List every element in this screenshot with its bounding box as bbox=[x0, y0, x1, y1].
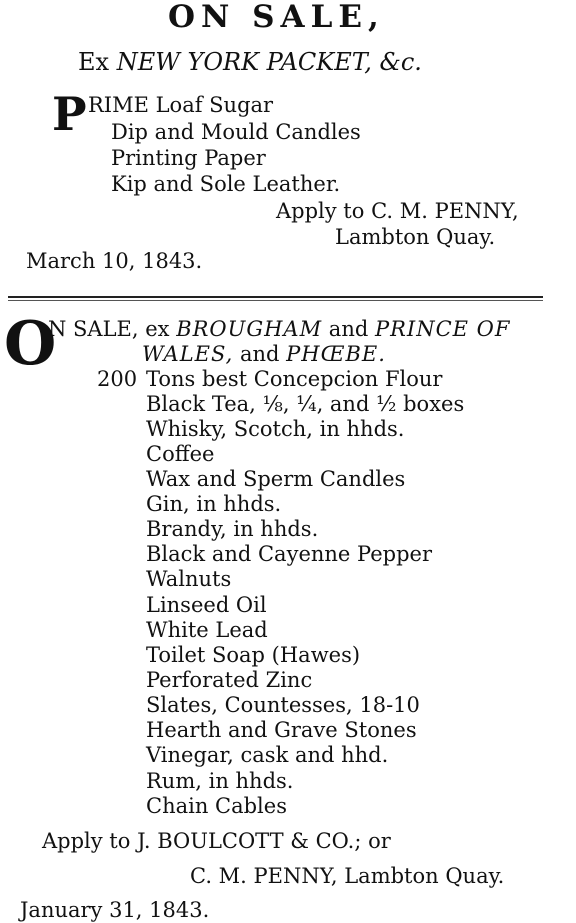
ad-date: March 10, 1843. bbox=[26, 249, 203, 273]
list-item: Coffee bbox=[146, 442, 215, 466]
conjunction: and bbox=[328, 317, 369, 341]
quantity: 200 bbox=[97, 367, 138, 391]
list-item: Kip and Sole Leather. bbox=[111, 172, 341, 196]
list-item: Tons best Concepcion Flour bbox=[146, 367, 443, 391]
ship-name: NEW YORK PACKET, bbox=[116, 48, 372, 76]
ad-subtitle bbox=[78, 48, 422, 76]
intro-line bbox=[48, 317, 510, 342]
list-item: White Lead bbox=[146, 618, 268, 642]
list-item: Black and Cayenne Pepper bbox=[146, 542, 432, 566]
apply-line: Apply to J. BOULCOTT & CO.; or bbox=[42, 829, 391, 853]
divider-rule bbox=[8, 296, 543, 301]
subtitle-suffix: &c. bbox=[371, 48, 422, 76]
intro-line-2 bbox=[142, 342, 386, 367]
list-item: Chain Cables bbox=[146, 794, 287, 818]
ad-title: ON SALE, bbox=[168, 0, 385, 35]
list-item: Rum, in hhds. bbox=[146, 769, 294, 793]
list-item: RIME Loaf Sugar bbox=[88, 93, 274, 117]
list-item: Hearth and Grave Stones bbox=[146, 718, 417, 742]
list-item: Walnuts bbox=[146, 567, 232, 591]
list-item: Brandy, in hhds. bbox=[146, 517, 319, 541]
ship-name: PHŒBE. bbox=[286, 342, 386, 366]
ad-date: January 31, 1843. bbox=[20, 898, 210, 922]
ship-name: WALES, bbox=[142, 342, 234, 366]
subtitle-prefix: Ex bbox=[78, 48, 117, 76]
list-item: Gin, in hhds. bbox=[146, 492, 282, 516]
list-item: Printing Paper bbox=[111, 146, 266, 170]
list-item: Dip and Mould Candles bbox=[111, 120, 361, 144]
list-item: Black Tea, ⅛, ¼, and ½ boxes bbox=[146, 392, 465, 416]
ship-name: PRINCE OF bbox=[374, 317, 511, 341]
intro-text: N SALE, ex bbox=[48, 317, 170, 341]
list-item: Toilet Soap (Hawes) bbox=[146, 643, 361, 667]
apply-line-2: C. M. PENNY, Lambton Quay. bbox=[190, 864, 505, 888]
drop-cap-p: P bbox=[52, 87, 87, 141]
list-item: Perforated Zinc bbox=[146, 668, 313, 692]
list-item: Slates, Countesses, 18-10 bbox=[146, 693, 420, 717]
drop-cap-o: O bbox=[4, 309, 57, 379]
ship-name: BROUGHAM bbox=[176, 317, 323, 341]
list-item: Linseed Oil bbox=[146, 593, 267, 617]
conjunction: and bbox=[239, 342, 280, 366]
address-line: Lambton Quay. bbox=[335, 225, 496, 249]
list-item: Vinegar, cask and hhd. bbox=[146, 743, 389, 767]
list-item: Wax and Sperm Candles bbox=[146, 467, 406, 491]
apply-line: Apply to C. M. PENNY, bbox=[276, 199, 519, 223]
list-item: Whisky, Scotch, in hhds. bbox=[146, 417, 405, 441]
